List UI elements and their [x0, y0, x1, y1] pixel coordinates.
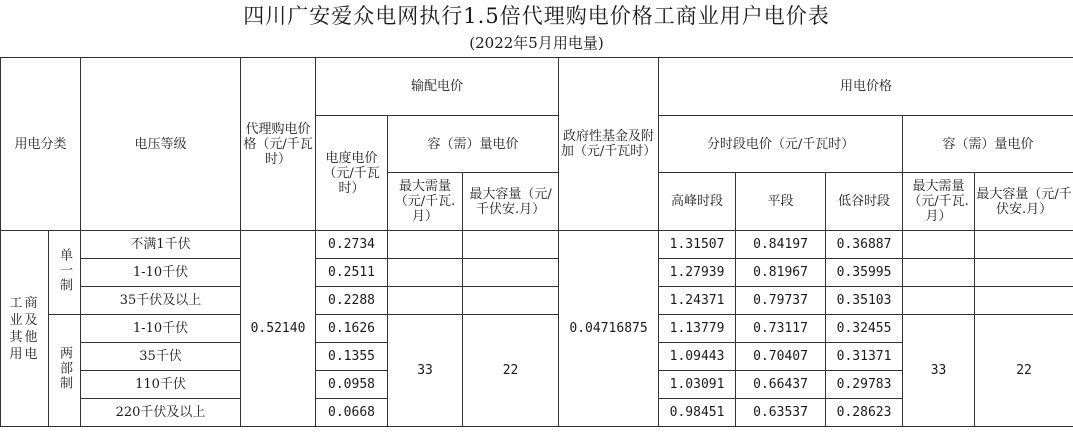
- voltage-cell: 35千伏: [81, 343, 241, 371]
- flat-cell: 0.81967: [736, 259, 826, 287]
- energy-cell: 0.2288: [316, 287, 388, 315]
- use-max-capacity-cell: 22: [975, 315, 1073, 427]
- use-max-demand-cell: [903, 231, 975, 259]
- valley-cell: 0.28623: [826, 399, 903, 427]
- agent-price-cell: 0.52140: [241, 231, 316, 427]
- header-energy-price: 电度电价（元/千瓦时）: [316, 116, 388, 231]
- flat-cell: 0.63537: [736, 399, 826, 427]
- max-demand-cell: [388, 259, 463, 287]
- single-system-cell: [49, 231, 81, 315]
- energy-cell: 0.2734: [316, 231, 388, 259]
- header-max-demand-2: 最大需量（元/千瓦.月）: [903, 173, 975, 231]
- table-row: [1, 259, 1073, 287]
- use-max-capacity-cell: [975, 287, 1073, 315]
- energy-cell: 0.0668: [316, 399, 388, 427]
- flat-cell: 0.70407: [736, 343, 826, 371]
- header-tou: 分时段电价（元/千瓦时）: [659, 116, 903, 173]
- flat-cell: 0.79737: [736, 287, 826, 315]
- max-capacity-cell: 22: [463, 315, 559, 427]
- header-max-capacity-2: 最大容量（元/千伏安.月）: [975, 173, 1073, 231]
- energy-cell: 0.1355: [316, 343, 388, 371]
- use-max-demand-cell: [903, 287, 975, 315]
- peak-cell: 1.03091: [659, 371, 736, 399]
- peak-cell: 1.31507: [659, 231, 736, 259]
- energy-cell: 0.1626: [316, 315, 388, 343]
- valley-cell: 0.31371: [826, 343, 903, 371]
- valley-cell: 0.35103: [826, 287, 903, 315]
- voltage-cell: 1-10千伏: [81, 259, 241, 287]
- max-capacity-cell: [463, 259, 559, 287]
- document-subtitle: (2022年5月用电量): [469, 34, 604, 52]
- header-peak: 高峰时段: [659, 173, 736, 231]
- header-max-capacity: 最大容量（元/千伏安.月）: [463, 173, 559, 231]
- header-category: 用电分类: [1, 58, 81, 231]
- header-agent-price: 代理购电价格（元/千瓦时）: [241, 58, 316, 231]
- header-capacity-2: 容（需）量电价: [903, 116, 1073, 173]
- category-cell: [1, 231, 49, 427]
- max-demand-cell: [388, 231, 463, 259]
- voltage-cell: 220千伏及以上: [81, 399, 241, 427]
- max-capacity-cell: [463, 231, 559, 259]
- peak-cell: 1.09443: [659, 343, 736, 371]
- use-max-demand-cell: 33: [903, 315, 975, 427]
- header-row-1: [1, 58, 1073, 116]
- category-label: 工商业及其他用电: [9, 295, 40, 362]
- use-max-demand-cell: [903, 259, 975, 287]
- max-demand-cell: [388, 287, 463, 315]
- header-valley: 低谷时段: [826, 173, 903, 231]
- flat-cell: 0.84197: [736, 231, 826, 259]
- header-gov-fund: 政府性基金及附加（元/千瓦时）: [559, 58, 659, 231]
- table-row: [1, 315, 1073, 343]
- tariff-table: [0, 57, 1073, 427]
- max-demand-cell: 33: [388, 315, 463, 427]
- table-row: [1, 287, 1073, 315]
- valley-cell: 0.29783: [826, 371, 903, 399]
- voltage-cell: 不满1千伏: [81, 231, 241, 259]
- peak-cell: 0.98451: [659, 399, 736, 427]
- flat-cell: 0.66437: [736, 371, 826, 399]
- max-capacity-cell: [463, 287, 559, 315]
- use-max-capacity-cell: [975, 259, 1073, 287]
- header-max-demand: 最大需量（元/千瓦.月）: [388, 173, 463, 231]
- energy-cell: 0.2511: [316, 259, 388, 287]
- peak-cell: 1.27939: [659, 259, 736, 287]
- voltage-cell: 110千伏: [81, 371, 241, 399]
- two-part-system-label: 两部制: [57, 346, 72, 391]
- voltage-cell: 1-10千伏: [81, 315, 241, 343]
- header-capacity: 容（需）量电价: [388, 116, 559, 173]
- header-flat: 平段: [736, 173, 826, 231]
- peak-cell: 1.13779: [659, 315, 736, 343]
- energy-cell: 0.0958: [316, 371, 388, 399]
- table-row: [1, 231, 1073, 259]
- use-max-capacity-cell: [975, 231, 1073, 259]
- single-system-label: 单一制: [57, 248, 72, 293]
- header-usage-price: 用电价格: [659, 58, 1073, 116]
- gov-fund-cell: 0.04716875: [559, 231, 659, 427]
- flat-cell: 0.73117: [736, 315, 826, 343]
- header-voltage: 电压等级: [81, 58, 241, 231]
- voltage-cell: 35千伏及以上: [81, 287, 241, 315]
- header-transmission: 输配电价: [316, 58, 559, 116]
- valley-cell: 0.35995: [826, 259, 903, 287]
- two-part-system-cell: [49, 315, 81, 427]
- peak-cell: 1.24371: [659, 287, 736, 315]
- valley-cell: 0.32455: [826, 315, 903, 343]
- valley-cell: 0.36887: [826, 231, 903, 259]
- document-title: 四川广安爱众电网执行1.5倍代理购电价格工商业用户电价表: [243, 4, 830, 28]
